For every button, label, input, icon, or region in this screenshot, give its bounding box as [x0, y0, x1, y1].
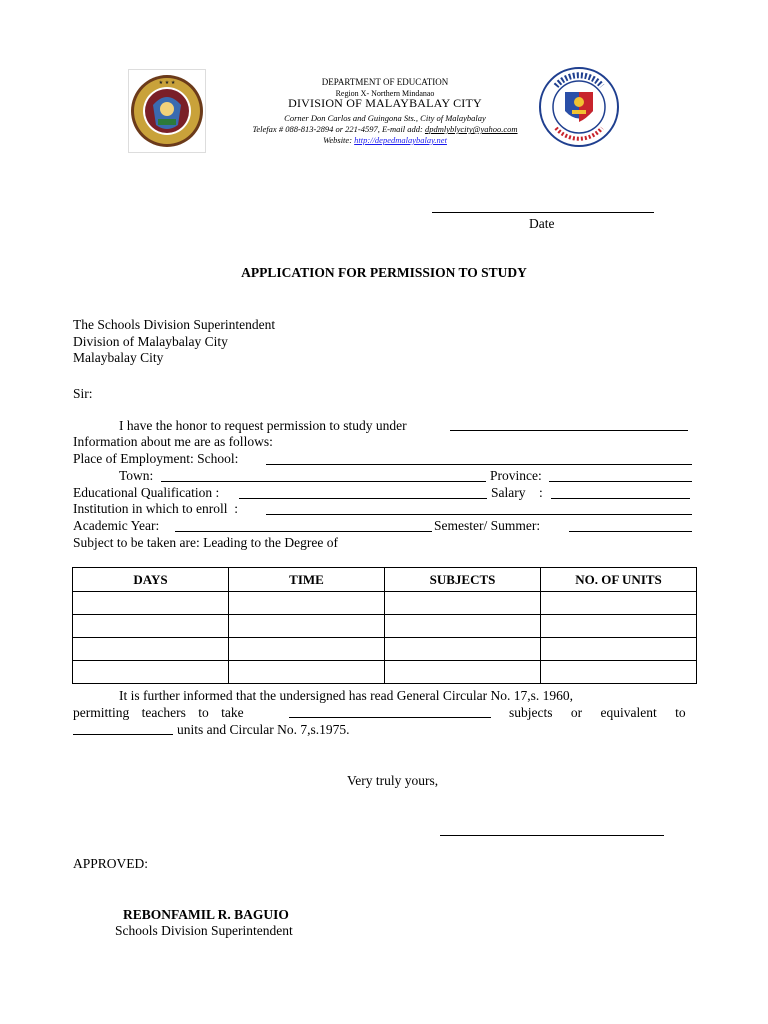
approved-label: APPROVED: — [73, 856, 149, 871]
study-under-field[interactable] — [450, 430, 688, 431]
addressee-line3: Malaybalay City — [73, 350, 164, 365]
salary-field[interactable] — [551, 498, 690, 499]
header-website — [230, 135, 540, 146]
place-of-employment-label: Place of Employment: School: — [73, 451, 239, 466]
table-cell[interactable] — [385, 615, 541, 638]
institution-label: Institution in which to enroll : — [73, 501, 238, 516]
website-label: Website: — [323, 135, 355, 145]
header-address: Corner Don Carlos and Guingona Sts., City of Malaybalay — [284, 113, 486, 123]
academic-year-label: Academic Year: — [73, 518, 160, 533]
column-header-time: TIME — [229, 568, 385, 592]
applicant-signature-line[interactable] — [440, 835, 664, 836]
deped-seal-logo — [538, 66, 620, 148]
salutation: Sir: — [73, 386, 93, 401]
table-row — [73, 592, 697, 615]
telefax-text: Telefax # 088-813-2894 or 221-4597, E-mail add: — [252, 124, 425, 134]
units-count-field[interactable] — [73, 734, 173, 735]
educational-qualification-field[interactable] — [239, 498, 487, 499]
table-cell[interactable] — [541, 661, 697, 684]
table-cell[interactable] — [541, 638, 697, 661]
circular-line2b: subjects or equivalent to — [509, 705, 686, 720]
website-link[interactable]: http://depedmalaybalay.net — [354, 135, 447, 145]
signatory-position: Schools Division Superintendent — [115, 923, 293, 938]
subject-label: Subject to be taken are: Leading to the Degree of — [73, 535, 339, 550]
date-label: Date — [529, 216, 555, 231]
addressee-line2: Division of Malaybalay City — [73, 334, 228, 349]
svg-text:★ ★ ★: ★ ★ ★ — [158, 80, 176, 86]
column-header-subjects: SUBJECTS — [385, 568, 541, 592]
table-cell[interactable] — [385, 638, 541, 661]
table-cell[interactable] — [385, 592, 541, 615]
document-title: APPLICATION FOR PERMISSION TO STUDY — [241, 265, 527, 280]
schedule-table — [72, 567, 697, 684]
closing-text: Very truly yours, — [347, 773, 439, 788]
town-field[interactable] — [161, 481, 486, 482]
table-row — [73, 661, 697, 684]
date-line[interactable] — [432, 212, 654, 213]
info-text: Information about me are as follows: — [73, 434, 273, 449]
addressee-line1: The Schools Division Superintendent — [73, 317, 276, 332]
email-link[interactable]: dpdmlyblycity@yahoo.com — [424, 124, 518, 134]
table-cell[interactable] — [229, 661, 385, 684]
educational-qualification-label: Educational Qualification : — [73, 485, 220, 500]
table-cell[interactable] — [229, 592, 385, 615]
header-region: Region X- Northern Mindanao — [335, 89, 435, 98]
table-header-row — [73, 568, 697, 592]
division-seal-logo — [128, 69, 206, 153]
province-label: Province: — [490, 468, 542, 483]
header-contact — [200, 124, 570, 135]
table-cell[interactable] — [73, 638, 229, 661]
column-header-units: NO. OF UNITS — [541, 568, 697, 592]
academic-year-field[interactable] — [175, 531, 432, 532]
table-cell[interactable] — [541, 615, 697, 638]
header-department: DEPARTMENT OF EDUCATION — [321, 77, 449, 87]
table-cell[interactable] — [385, 661, 541, 684]
column-header-days: DAYS — [73, 568, 229, 592]
institution-field[interactable] — [266, 514, 692, 515]
table-cell[interactable] — [73, 592, 229, 615]
subjects-count-field[interactable] — [289, 717, 491, 718]
province-field[interactable] — [549, 481, 692, 482]
signatory-name: REBONFAMIL R. BAGUIO — [123, 907, 289, 922]
circular-line2a: permitting teachers to take — [73, 705, 244, 720]
header-division: DIVISION OF MALAYBALAY CITY — [288, 96, 482, 110]
table-cell[interactable] — [73, 661, 229, 684]
table-cell[interactable] — [229, 615, 385, 638]
circular-line1: It is further informed that the undersigned has read General Circular No. 17,s. 1960, — [119, 688, 573, 703]
table-cell[interactable] — [229, 638, 385, 661]
table-cell[interactable] — [541, 592, 697, 615]
circular-line3: units and Circular No. 7,s.1975. — [177, 722, 350, 737]
semester-field[interactable] — [569, 531, 692, 532]
school-field[interactable] — [266, 464, 692, 465]
table-row — [73, 638, 697, 661]
table-row — [73, 615, 697, 638]
semester-label: Semester/ Summer: — [434, 518, 541, 533]
request-text: I have the honor to request permission to study under — [119, 418, 407, 433]
table-cell[interactable] — [73, 615, 229, 638]
town-label: Town: — [119, 468, 154, 483]
salary-label: Salary : — [491, 485, 543, 500]
